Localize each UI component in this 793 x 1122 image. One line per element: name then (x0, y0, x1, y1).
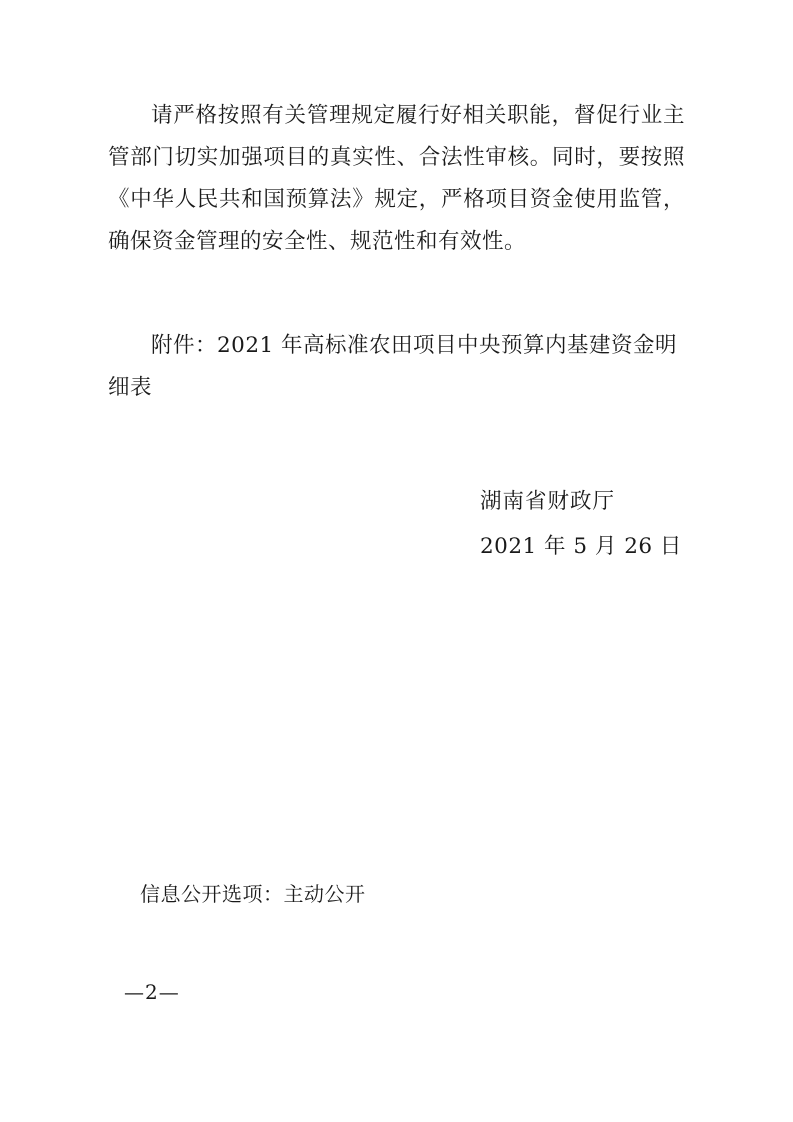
signature-date: 2021 年 5 月 26 日 (480, 534, 682, 559)
attachment-line: 附件：2021 年高标准农田项目中央预算内基建资金明细表 (108, 333, 678, 400)
body-paragraph: 请严格按照有关管理规定履行好相关职能，督促行业主管部门切实加强项目的真实性、合法性审核。同时，要按照《中华人民共和国预算法》规定，严格项目资金使用监管，确保资金管理的安全性、规范性和有效性。 (108, 103, 685, 254)
page-number: —2— (124, 980, 180, 1004)
signature-block (108, 479, 685, 569)
disclosure-option: 信息公开选项：主动公开 (140, 882, 366, 906)
signature-organization: 湖南省财政厅 (480, 489, 616, 514)
